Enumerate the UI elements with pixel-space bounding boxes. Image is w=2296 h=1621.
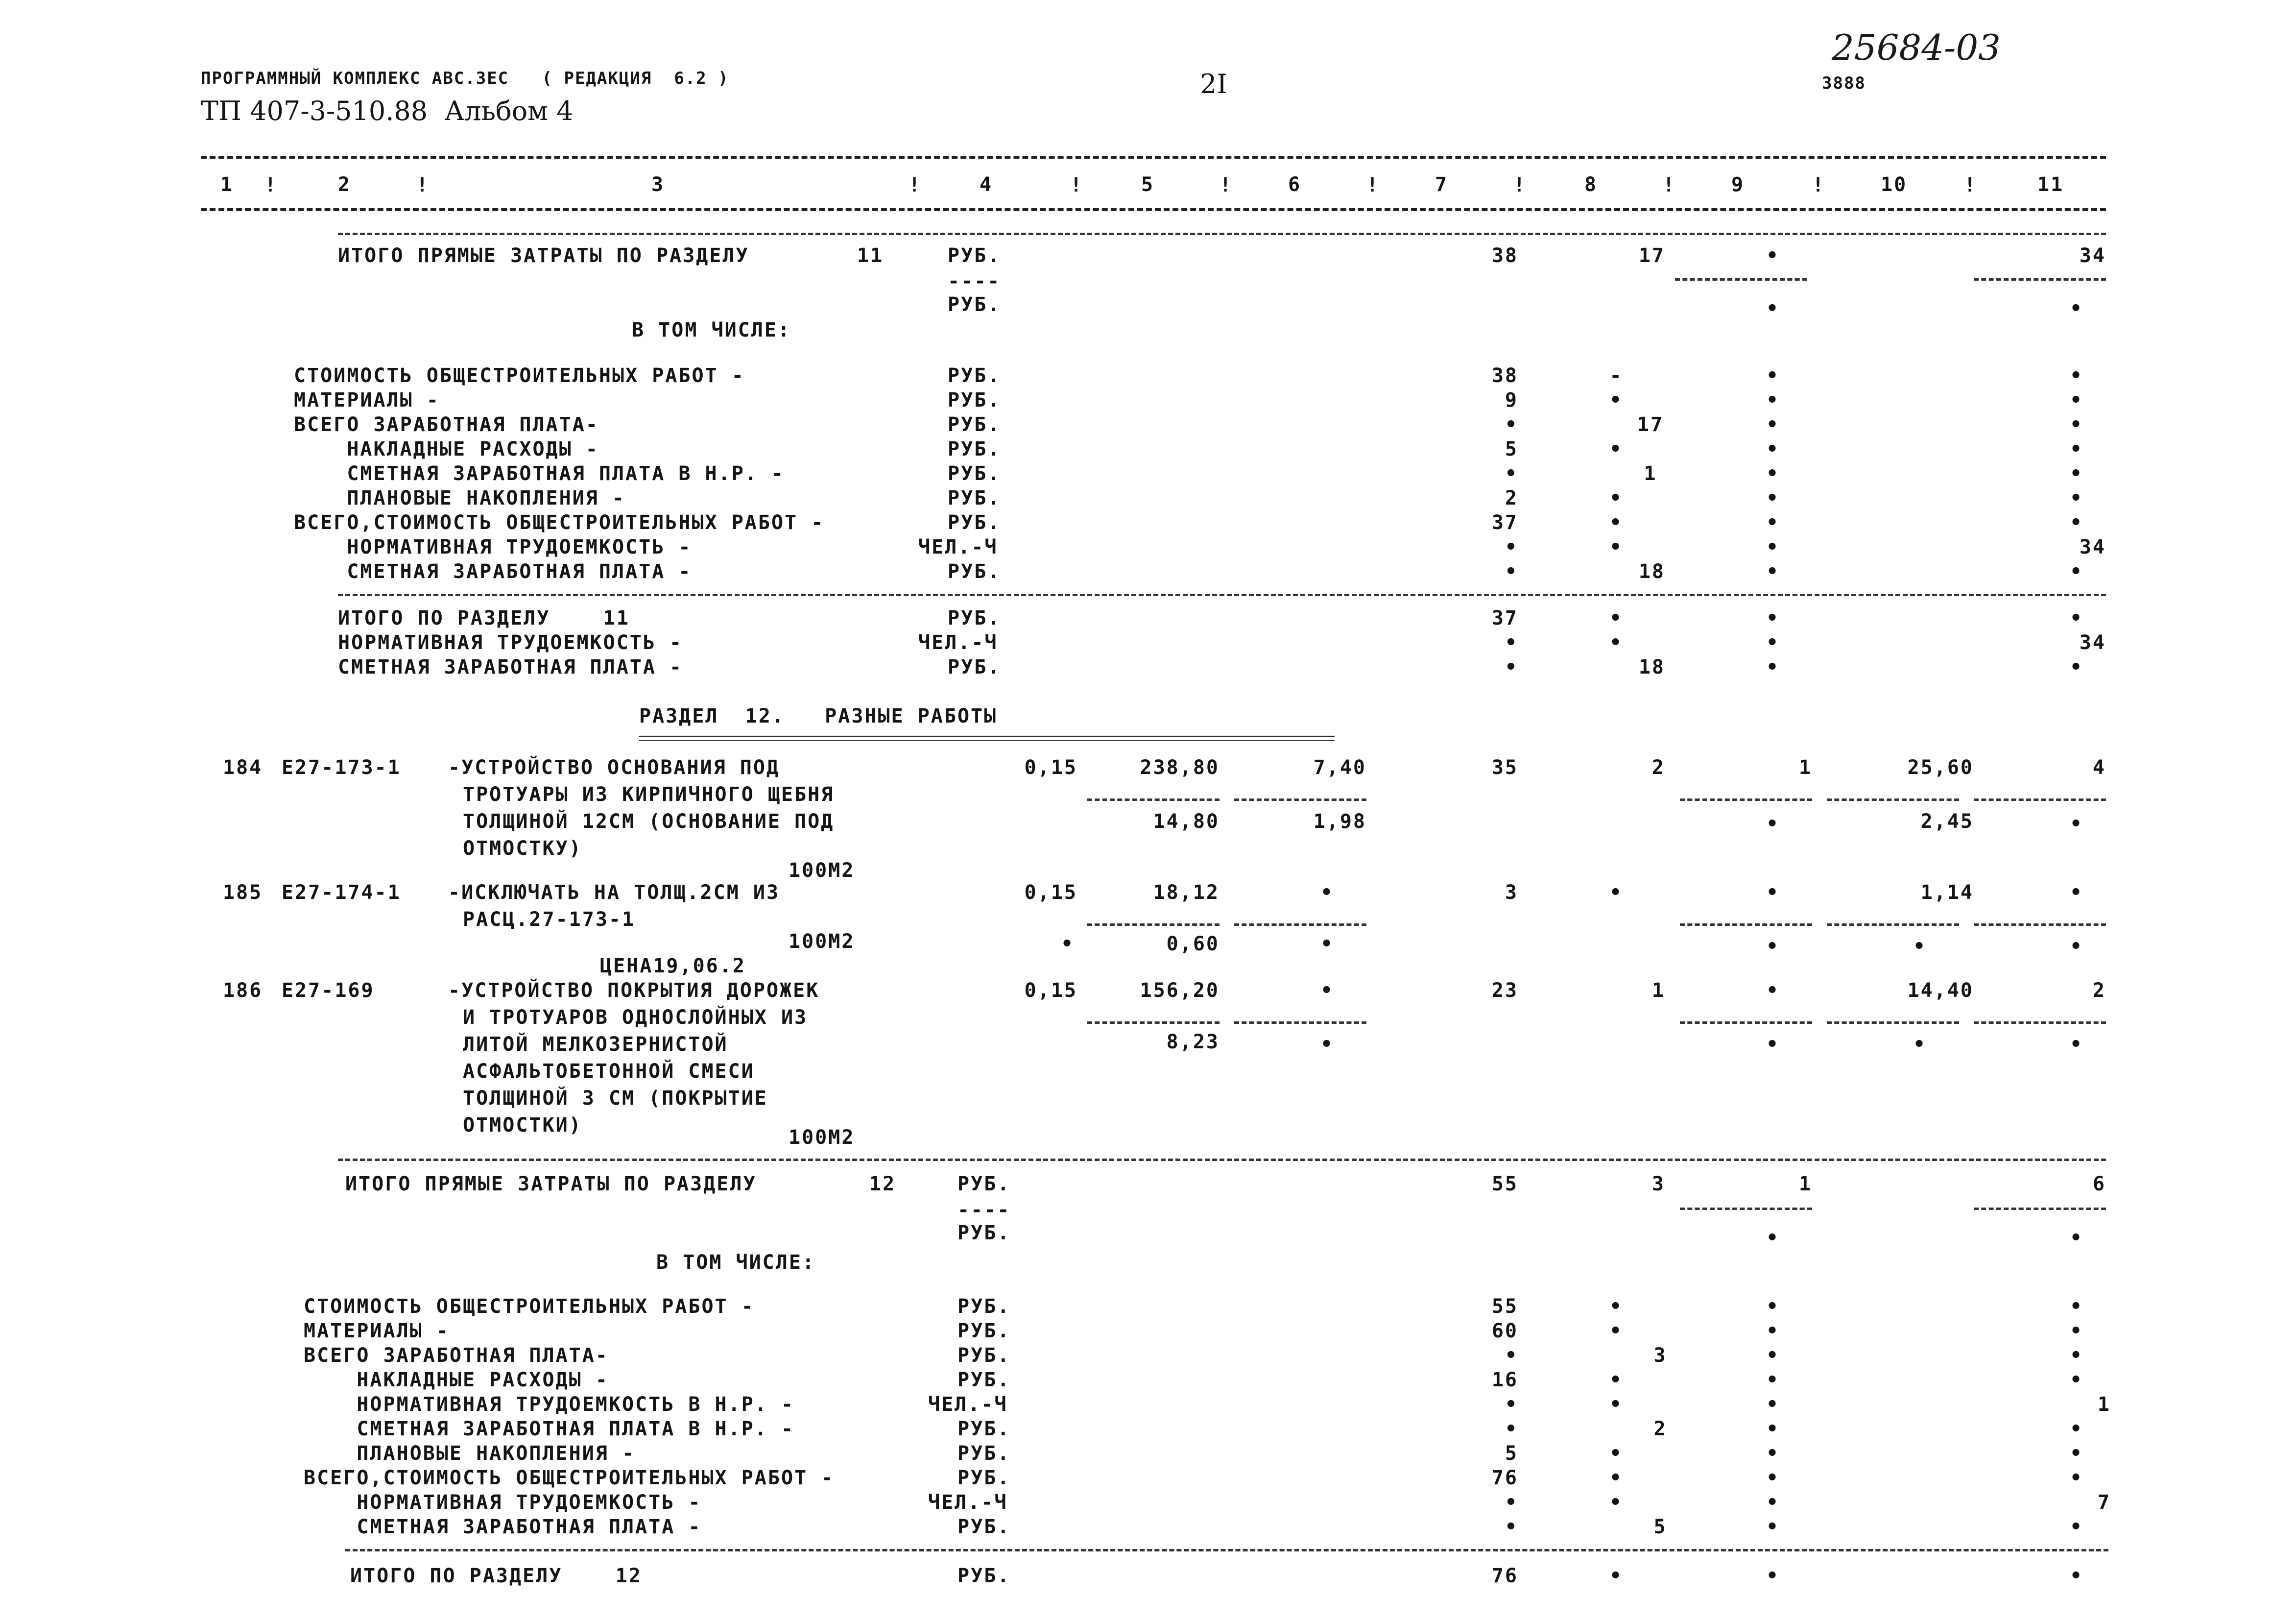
total-direct-label: ИТОГО ПРЯМЫЕ ЗАТРАТЫ ПО РАЗДЕЛУ bbox=[345, 1173, 757, 1195]
row-unit: ЧЕЛ.-Ч bbox=[918, 631, 998, 654]
row-unit: РУБ. bbox=[948, 560, 1001, 583]
row-label: СМЕТНАЯ ЗАРАБОТНАЯ ПЛАТА - bbox=[304, 1516, 702, 1538]
row-col7: 60 bbox=[1491, 1320, 1518, 1342]
row-col7: • bbox=[1505, 1516, 1518, 1538]
col-head-11: 11 bbox=[2037, 173, 2064, 196]
col-head-10: 10 bbox=[1881, 173, 1908, 196]
row-col11: • bbox=[2070, 1442, 2083, 1465]
row-col7: 9 bbox=[1505, 389, 1518, 411]
cell-rule bbox=[1234, 923, 1366, 926]
row-col11: • bbox=[2070, 1467, 2083, 1489]
row-col8: • bbox=[1609, 631, 1623, 654]
row-label: НАКЛАДНЫЕ РАСХОДЫ - bbox=[304, 1369, 609, 1391]
col-separator: ! bbox=[416, 174, 429, 196]
row-unit: ЧЕЛ.-Ч bbox=[928, 1393, 1008, 1416]
doc-number: 25684-03 bbox=[1832, 27, 2001, 68]
col-separator: ! bbox=[909, 174, 921, 196]
row-col7: • bbox=[1505, 413, 1518, 436]
item-col6: • bbox=[1320, 979, 1334, 1002]
unit: РУБ. bbox=[948, 244, 1001, 267]
item-col10: 2,45 bbox=[1920, 810, 1974, 833]
item-col6: 1,98 bbox=[1313, 810, 1366, 833]
row-col8: 2 bbox=[1653, 1418, 1667, 1440]
row-label: ВСЕГО ЗАРАБОТНАЯ ПЛАТА- bbox=[294, 413, 599, 436]
row-unit: РУБ. bbox=[948, 364, 1001, 387]
item-col6: 7,40 bbox=[1313, 756, 1366, 779]
row-unit: РУБ. bbox=[948, 607, 1001, 629]
row-col11: • bbox=[2070, 413, 2083, 436]
row-unit: РУБ. bbox=[948, 462, 1001, 485]
row-col11: 7 bbox=[2097, 1491, 2111, 1514]
row-col9: • bbox=[1766, 1369, 1780, 1391]
col-head-8: 8 bbox=[1584, 173, 1598, 196]
section-number: 12 bbox=[869, 1173, 896, 1195]
item-col11: • bbox=[2070, 935, 2083, 958]
item-desc-line: ОТМОСТКИ) bbox=[463, 1114, 582, 1137]
row-col11: 1 bbox=[2097, 1393, 2111, 1416]
row-col8: • bbox=[1609, 1491, 1623, 1514]
row-label: МАТЕРИАЛЫ - bbox=[294, 389, 440, 411]
row-col8: 17 bbox=[1637, 413, 1664, 436]
row-col9: • bbox=[1766, 1418, 1780, 1440]
item-col9: • bbox=[1766, 979, 1780, 1002]
unit: РУБ. bbox=[957, 1173, 1011, 1195]
row-col9: • bbox=[1766, 656, 1780, 678]
cell-rule bbox=[1087, 1021, 1220, 1024]
row-col8: • bbox=[1609, 487, 1623, 509]
row-col8: 18 bbox=[1638, 656, 1665, 678]
item-col6: • bbox=[1320, 881, 1334, 904]
row-col11: • bbox=[2070, 1516, 2083, 1538]
row-col11: • bbox=[2070, 364, 2083, 387]
col-head-3: 3 bbox=[651, 173, 665, 196]
col-separator: ! bbox=[1220, 174, 1232, 196]
row-label: НОРМАТИВНАЯ ТРУДОЕМКОСТЬ В Н.Р. - bbox=[304, 1393, 795, 1416]
item-qty: 0,15 bbox=[1024, 979, 1077, 1002]
row-unit: РУБ. bbox=[957, 1565, 1011, 1587]
row-col9: • bbox=[1766, 560, 1780, 583]
row-label: СМЕТНАЯ ЗАРАБОТНАЯ ПЛАТА В Н.Р. - bbox=[304, 1418, 795, 1440]
row-col7: • bbox=[1505, 1393, 1518, 1416]
cell-rule bbox=[1680, 798, 1812, 801]
cell-rule bbox=[1087, 923, 1220, 926]
row-col9: • bbox=[1766, 389, 1780, 411]
item-col11: • bbox=[2070, 1033, 2083, 1056]
item-desc-line: -УСТРОЙСТВО ПОКРЫТИЯ ДОРОЖЕК bbox=[448, 979, 820, 1002]
item-desc-line: ОТМОСТКУ) bbox=[463, 837, 582, 860]
row-label: НОРМАТИВНАЯ ТРУДОЕМКОСТЬ - bbox=[304, 1491, 702, 1514]
row-unit: РУБ. bbox=[948, 389, 1001, 411]
item-number: 184 bbox=[223, 756, 263, 779]
row-col7: • bbox=[1505, 536, 1518, 558]
col-head-7: 7 bbox=[1435, 173, 1449, 196]
item-col9: • bbox=[1766, 813, 1780, 835]
item-col11: • bbox=[2070, 881, 2083, 904]
unit-dash: ---- bbox=[948, 270, 1001, 292]
row-label: МАТЕРИАЛЫ - bbox=[304, 1320, 450, 1342]
row-col7: • bbox=[1505, 631, 1518, 654]
row-label: ВСЕГО,СТОИМОСТЬ ОБЩЕСТРОИТЕЛЬНЫХ РАБОТ - bbox=[294, 511, 825, 534]
row-unit: РУБ. bbox=[948, 656, 1001, 678]
item-col6: • bbox=[1320, 933, 1334, 955]
item-code: Е27-174-1 bbox=[282, 881, 401, 904]
value-col9: • bbox=[1766, 1227, 1780, 1249]
row-col7: 76 bbox=[1491, 1565, 1518, 1587]
section-rule bbox=[338, 1159, 2106, 1161]
row-label: НОРМАТИВНАЯ ТРУДОЕМКОСТЬ - bbox=[338, 631, 683, 654]
row-label: ПЛАНОВЫЕ НАКОПЛЕНИЯ - bbox=[304, 1442, 636, 1465]
item-unit: 100М2 bbox=[789, 1126, 855, 1149]
row-unit: ЧЕЛ.-Ч bbox=[918, 536, 998, 558]
row-col11: • bbox=[2070, 656, 2083, 678]
row-unit: РУБ. bbox=[948, 438, 1001, 460]
row-col9: • bbox=[1766, 462, 1780, 485]
item-code: Е27-173-1 bbox=[282, 756, 401, 779]
cell-rule bbox=[1974, 923, 2106, 926]
row-col7: 5 bbox=[1505, 438, 1518, 460]
header-bottom-rule bbox=[201, 208, 2106, 211]
section-rule bbox=[338, 233, 2106, 235]
row-col7: • bbox=[1505, 656, 1518, 678]
row-label: ВСЕГО ЗАРАБОТНАЯ ПЛАТА- bbox=[304, 1344, 609, 1367]
row-col8: • bbox=[1609, 438, 1623, 460]
row-col9: • bbox=[1766, 536, 1780, 558]
row-col9: • bbox=[1766, 1320, 1780, 1342]
value-col11: • bbox=[2070, 297, 2083, 320]
cell-rule bbox=[1974, 1021, 2106, 1024]
row-col9: • bbox=[1766, 487, 1780, 509]
row-col9: • bbox=[1766, 1295, 1780, 1318]
row-unit: РУБ. bbox=[957, 1295, 1011, 1318]
row-col11: • bbox=[2070, 1320, 2083, 1342]
row-col7: • bbox=[1505, 1418, 1518, 1440]
section-title-underline bbox=[639, 735, 1335, 741]
row-col7: 16 bbox=[1491, 1369, 1518, 1391]
item-col5: 8,23 bbox=[1166, 1031, 1220, 1053]
row-col11: • bbox=[2070, 511, 2083, 534]
item-col6: • bbox=[1320, 1033, 1334, 1056]
col-separator: ! bbox=[1812, 174, 1824, 196]
cell-rule bbox=[1680, 1021, 1812, 1024]
value-col8: 3 bbox=[1651, 1173, 1665, 1195]
item-desc-line: -ИСКЛЮЧАТЬ НА ТОЛЩ.2СМ ИЗ bbox=[448, 881, 780, 904]
album-title: ТП 407-3-510.88 Альбом 4 bbox=[201, 96, 574, 126]
row-col8: 3 bbox=[1653, 1344, 1667, 1367]
page-number: 2I bbox=[1200, 69, 1227, 99]
row-col8: • bbox=[1609, 607, 1623, 629]
row-col11: 34 bbox=[2079, 536, 2106, 558]
unit: РУБ. bbox=[948, 293, 1001, 316]
item-col11: 4 bbox=[2092, 756, 2106, 779]
item-col5: 0,60 bbox=[1166, 933, 1220, 955]
item-col10: 14,40 bbox=[1907, 979, 1974, 1002]
unit: РУБ. bbox=[957, 1222, 1011, 1244]
cell-rule bbox=[1827, 1021, 1959, 1024]
row-unit: ЧЕЛ.-Ч bbox=[928, 1491, 1008, 1514]
item-col5: 238,80 bbox=[1140, 756, 1220, 779]
row-col11: • bbox=[2070, 607, 2083, 629]
row-unit: РУБ. bbox=[957, 1516, 1011, 1538]
cell-rule bbox=[1827, 923, 1959, 926]
item-desc-line: ТОЛЩИНОЙ 3 СМ (ПОКРЫТИЕ bbox=[463, 1087, 768, 1110]
item-col7: 3 bbox=[1505, 881, 1518, 904]
row-label: НАКЛАДНЫЕ РАСХОДЫ - bbox=[294, 438, 599, 460]
row-col8: • bbox=[1609, 536, 1623, 558]
row-col7: • bbox=[1505, 1344, 1518, 1367]
row-col7: • bbox=[1505, 560, 1518, 583]
row-col8: 18 bbox=[1638, 560, 1665, 583]
item-qty: 0,15 bbox=[1024, 756, 1077, 779]
row-label: СМЕТНАЯ ЗАРАБОТНАЯ ПЛАТА - bbox=[294, 560, 692, 583]
row-label: ПЛАНОВЫЕ НАКОПЛЕНИЯ - bbox=[294, 487, 626, 509]
item-number: 185 bbox=[223, 881, 263, 904]
item-col10: 1,14 bbox=[1920, 881, 1974, 904]
including-label: В ТОМ ЧИСЛЕ: bbox=[632, 319, 791, 341]
value-col7: 55 bbox=[1491, 1173, 1518, 1195]
row-col8: • bbox=[1609, 1565, 1623, 1587]
value-col8: 17 bbox=[1638, 244, 1665, 267]
row-col9: • bbox=[1766, 413, 1780, 436]
row-col9: • bbox=[1766, 607, 1780, 629]
item-col8: 2 bbox=[1651, 756, 1665, 779]
item-unit: 100М2 bbox=[789, 859, 855, 882]
item-unit: 100М2 bbox=[789, 930, 855, 953]
item-desc-line: -УСТРОЙСТВО ОСНОВАНИЯ ПОД bbox=[448, 756, 780, 779]
row-col11: • bbox=[2070, 1418, 2083, 1440]
item-price-note: ЦЕНА19,06.2 bbox=[600, 955, 746, 977]
section-title: РАЗДЕЛ 12. РАЗНЫЕ РАБОТЫ bbox=[639, 705, 998, 727]
cell-rule bbox=[1234, 1021, 1366, 1024]
row-col7: • bbox=[1505, 462, 1518, 485]
cell-rule bbox=[1827, 798, 1959, 801]
col-head-4: 4 bbox=[980, 173, 993, 196]
row-col11: • bbox=[2070, 462, 2083, 485]
doc-code: 3888 bbox=[1822, 73, 1866, 93]
item-col5: 18,12 bbox=[1153, 881, 1220, 904]
row-col9: • bbox=[1766, 1442, 1780, 1465]
section-number: 11 bbox=[857, 244, 884, 267]
item-desc-line: И ТРОТУАРОВ ОДНОСЛОЙНЫХ ИЗ bbox=[463, 1006, 808, 1029]
item-col4: • bbox=[1061, 933, 1075, 955]
value-col11: • bbox=[2070, 1227, 2083, 1249]
row-col7: 38 bbox=[1491, 364, 1518, 387]
row-col9: • bbox=[1766, 511, 1780, 534]
cell-rule bbox=[1087, 798, 1220, 801]
value-col9: 1 bbox=[1798, 1173, 1812, 1195]
cell-rule bbox=[1680, 923, 1812, 926]
col-separator: ! bbox=[1964, 174, 1976, 196]
row-label: СМЕТНАЯ ЗАРАБОТНАЯ ПЛАТА - bbox=[338, 656, 683, 678]
row-col9: • bbox=[1766, 1393, 1780, 1416]
item-col9: • bbox=[1766, 1033, 1780, 1056]
item-col9: • bbox=[1766, 935, 1780, 958]
item-col7: 35 bbox=[1491, 756, 1518, 779]
row-unit: РУБ. bbox=[948, 413, 1001, 436]
col-separator: ! bbox=[1070, 174, 1082, 196]
col-separator: ! bbox=[1663, 174, 1675, 196]
item-col10: • bbox=[1913, 935, 1927, 958]
row-label: ИТОГО ПО РАЗДЕЛУ 11 bbox=[338, 607, 630, 629]
row-unit: РУБ. bbox=[957, 1320, 1011, 1342]
value-col11: 6 bbox=[2092, 1173, 2106, 1195]
row-col9: • bbox=[1766, 364, 1780, 387]
item-col8: • bbox=[1609, 881, 1623, 904]
row-unit: РУБ. bbox=[957, 1467, 1011, 1489]
total-direct-label: ИТОГО ПРЯМЫЕ ЗАТРАТЫ ПО РАЗДЕЛУ bbox=[338, 244, 749, 267]
row-col11: • bbox=[2070, 438, 2083, 460]
row-col7: 76 bbox=[1491, 1467, 1518, 1489]
row-col8: • bbox=[1609, 1393, 1623, 1416]
row-col7: 37 bbox=[1491, 511, 1518, 534]
row-col8: • bbox=[1609, 1369, 1623, 1391]
col-separator: ! bbox=[1366, 174, 1379, 196]
row-label: СТОИМОСТЬ ОБЩЕСТРОИТЕЛЬНЫХ РАБОТ - bbox=[294, 364, 745, 387]
row-col11: • bbox=[2070, 389, 2083, 411]
col-head-1: 1 bbox=[220, 173, 234, 196]
subtotal-rule bbox=[1680, 1208, 1812, 1210]
subtotal-rule bbox=[1675, 278, 1807, 281]
including-label: В ТОМ ЧИСЛЕ: bbox=[656, 1251, 815, 1274]
subtotal-rule bbox=[1974, 278, 2106, 281]
col-separator: ! bbox=[1513, 174, 1526, 196]
row-col7: • bbox=[1505, 1491, 1518, 1514]
item-number: 186 bbox=[223, 979, 263, 1002]
row-col11: • bbox=[2070, 1565, 2083, 1587]
row-col8: - bbox=[1609, 364, 1623, 387]
col-head-5: 5 bbox=[1141, 173, 1155, 196]
item-col10: • bbox=[1913, 1033, 1927, 1056]
row-col11: • bbox=[2070, 1344, 2083, 1367]
row-col7: 55 bbox=[1491, 1295, 1518, 1318]
row-unit: РУБ. bbox=[948, 487, 1001, 509]
value-col7: 38 bbox=[1491, 244, 1518, 267]
row-label: СМЕТНАЯ ЗАРАБОТНАЯ ПЛАТА В Н.Р. - bbox=[294, 462, 785, 485]
row-col8: • bbox=[1609, 389, 1623, 411]
row-col9: • bbox=[1766, 1565, 1780, 1587]
row-col7: 37 bbox=[1491, 607, 1518, 629]
row-label: ВСЕГО,СТОИМОСТЬ ОБЩЕСТРОИТЕЛЬНЫХ РАБОТ - bbox=[304, 1467, 835, 1489]
row-col7: 2 bbox=[1505, 487, 1518, 509]
item-qty: 0,15 bbox=[1024, 881, 1077, 904]
value-col9: • bbox=[1766, 297, 1780, 320]
row-col8: • bbox=[1609, 511, 1623, 534]
item-col9: • bbox=[1766, 881, 1780, 904]
row-col9: • bbox=[1766, 1467, 1780, 1489]
row-col9: • bbox=[1766, 631, 1780, 654]
item-col9: 1 bbox=[1798, 756, 1812, 779]
item-desc-line: РАСЦ.27-173-1 bbox=[463, 908, 636, 931]
value-col11: 34 bbox=[2079, 244, 2106, 267]
row-col8: • bbox=[1609, 1442, 1623, 1465]
row-unit: РУБ. bbox=[957, 1418, 1011, 1440]
item-col7: 23 bbox=[1491, 979, 1518, 1002]
item-code: Е27-169 bbox=[282, 979, 375, 1002]
row-col11: • bbox=[2070, 560, 2083, 583]
program-header: ПРОГРАММНЫЙ КОМПЛЕКС АВС.ЗЕС ( РЕДАКЦИЯ 6.2 ) bbox=[201, 69, 729, 88]
row-col8: • bbox=[1609, 1295, 1623, 1318]
row-col8: 5 bbox=[1653, 1516, 1667, 1538]
unit-dash: ---- bbox=[957, 1199, 1011, 1221]
item-desc-line: АСФАЛЬТОБЕТОННОЙ СМЕСИ bbox=[463, 1060, 755, 1083]
item-desc-line: ЛИТОЙ МЕЛКОЗЕРНИСТОЙ bbox=[463, 1033, 728, 1056]
col-head-6: 6 bbox=[1288, 173, 1302, 196]
item-col11: 2 bbox=[2092, 979, 2106, 1002]
row-col8: 1 bbox=[1644, 462, 1657, 485]
item-desc-line: ТРОТУАРЫ ИЗ КИРПИЧНОГО ЩЕБНЯ bbox=[463, 783, 835, 806]
item-col11: • bbox=[2070, 813, 2083, 835]
col-separator: ! bbox=[264, 174, 277, 196]
section-rule bbox=[345, 1549, 2108, 1551]
section-rule bbox=[338, 594, 2106, 596]
row-unit: РУБ. bbox=[957, 1442, 1011, 1465]
row-col11: • bbox=[2070, 1369, 2083, 1391]
row-unit: РУБ. bbox=[948, 511, 1001, 534]
cell-rule bbox=[1974, 798, 2106, 801]
cell-rule bbox=[1234, 798, 1366, 801]
row-col8: • bbox=[1609, 1320, 1623, 1342]
row-label: НОРМАТИВНАЯ ТРУДОЕМКОСТЬ - bbox=[294, 536, 692, 558]
row-col8: • bbox=[1609, 1467, 1623, 1489]
row-col9: • bbox=[1766, 1344, 1780, 1367]
item-col10: 25,60 bbox=[1907, 756, 1974, 779]
row-col11: 34 bbox=[2079, 631, 2106, 654]
row-col11: • bbox=[2070, 487, 2083, 509]
item-col5: 156,20 bbox=[1140, 979, 1220, 1002]
row-col7: 5 bbox=[1505, 1442, 1518, 1465]
row-col9: • bbox=[1766, 438, 1780, 460]
item-col5: 14,80 bbox=[1153, 810, 1220, 833]
row-col9: • bbox=[1766, 1491, 1780, 1514]
item-desc-line: ТОЛЩИНОЙ 12СМ (ОСНОВАНИЕ ПОД bbox=[463, 810, 835, 833]
col-head-2: 2 bbox=[338, 173, 352, 196]
col-head-9: 9 bbox=[1731, 173, 1745, 196]
row-label: СТОИМОСТЬ ОБЩЕСТРОИТЕЛЬНЫХ РАБОТ - bbox=[304, 1295, 755, 1318]
row-unit: РУБ. bbox=[957, 1369, 1011, 1391]
row-label: ИТОГО ПО РАЗДЕЛУ 12 bbox=[350, 1565, 642, 1587]
row-unit: РУБ. bbox=[957, 1344, 1011, 1367]
row-col9: • bbox=[1766, 1516, 1780, 1538]
subtotal-rule bbox=[1974, 1208, 2106, 1210]
item-col8: 1 bbox=[1651, 979, 1665, 1002]
value-col9: • bbox=[1766, 244, 1780, 267]
row-col11: • bbox=[2070, 1295, 2083, 1318]
header-top-rule bbox=[201, 156, 2106, 159]
